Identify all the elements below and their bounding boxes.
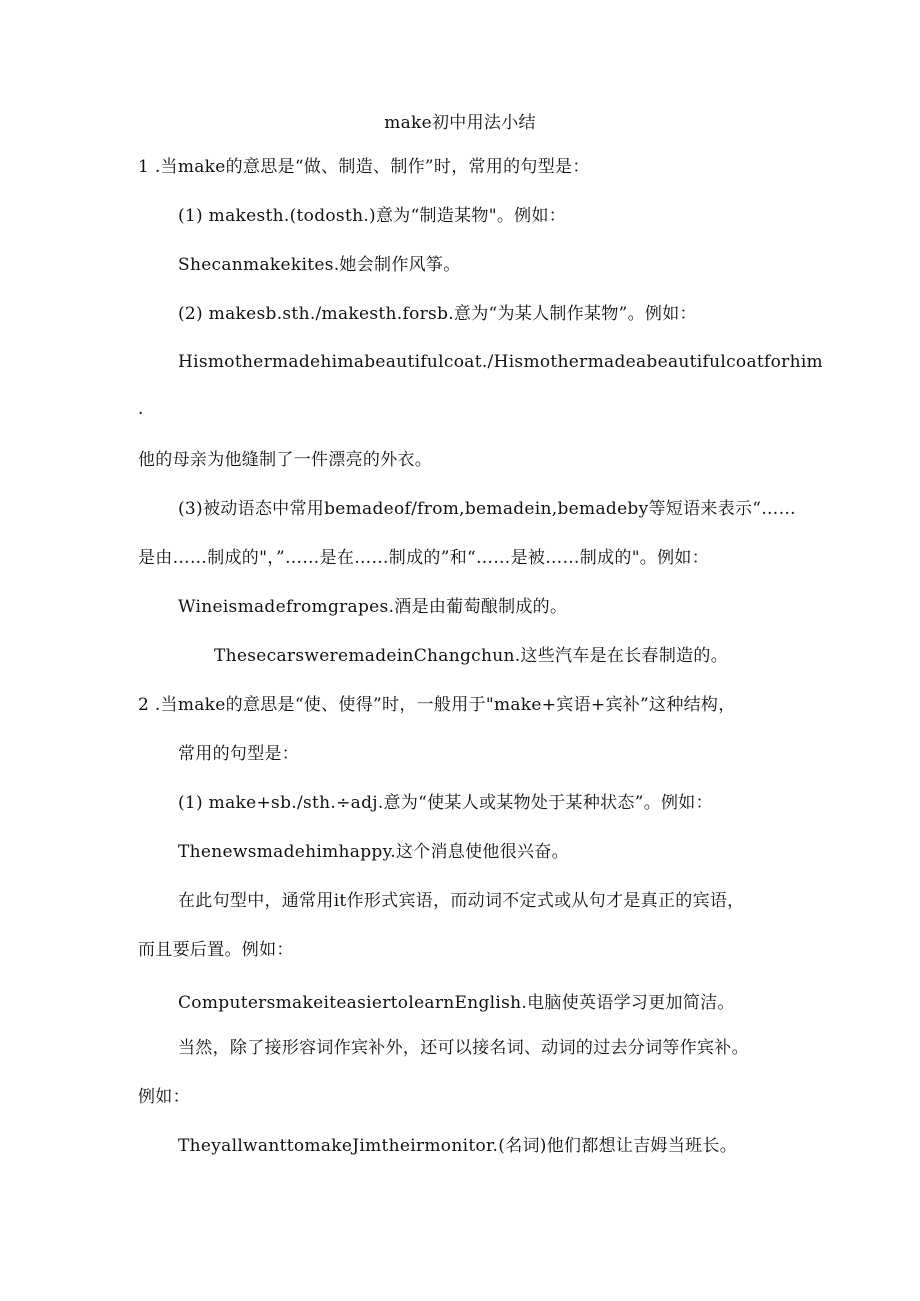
example-sentence: ThesecarsweremadeinChangchun.这些汽车是在长春制造的。 <box>214 646 729 666</box>
page-title: make初中用法小结 <box>384 113 536 133</box>
example-sentence: TheyallwanttomakeJimtheirmonitor.(名词)他们都想让吉姆当班长。 <box>178 1136 738 1156</box>
example-sentence: Thenewsmadehimhappy.这个消息使他很兴奋。 <box>178 842 569 862</box>
note-paragraph-cont: 例如： <box>138 1087 190 1107</box>
note-paragraph: 当然，除了接形容词作宾补外，还可以接名词、动词的过去分词等作宾补。 <box>178 1038 749 1058</box>
pattern-1-1: (1) makesth.(todosth.)意为“制造某物"。例如： <box>178 206 567 226</box>
example-sentence: ComputersmakeiteasiertolearnEnglish.电脑使英语学习更加简洁。 <box>178 993 735 1013</box>
pattern-1-2: (2) makesb.sth./makesth.forsb.意为“为某人制作某物”。例如： <box>178 304 697 324</box>
pattern-2-1: (1) make+sb./sth.÷adj.意为“使某人或某物处于某种状态”。例如： <box>178 793 713 813</box>
pattern-1-3-cont: 是由……制成的"，”……是在……制成的”和“……是被……制成的"。例如： <box>138 548 710 568</box>
note-paragraph: 在此句型中，通常用it作形式宾语，而动词不定式或从句才是真正的宾语， <box>178 891 745 911</box>
section-2-heading: 2 .当make的意思是“使、使得”时，一般用于"make+宾语+宾补”这种结构， <box>138 695 736 715</box>
example-translation: 他的母亲为他缝制了一件漂亮的外衣。 <box>138 450 433 470</box>
note-paragraph-cont: 而且要后置。例如： <box>138 940 294 960</box>
example-sentence: Wineismadefromgrapes.酒是由葡萄酿制成的。 <box>178 597 568 617</box>
pattern-1-3: (3)被动语态中常用bemadeof/from,bemadein,bemadeby等短语来表示“…… <box>178 499 796 519</box>
section-1-heading: 1 .当make的意思是“做、制造、制作”时，常用的句型是： <box>138 157 590 177</box>
section-2-heading-cont: 常用的句型是： <box>178 744 300 764</box>
example-sentence-end: . <box>138 399 144 419</box>
example-sentence: Shecanmakekites.她会制作风筝。 <box>178 255 461 275</box>
example-sentence: Hismothermadehimabeautifulcoat./Hismothermadeabeautifulcoatforhim <box>178 352 823 372</box>
